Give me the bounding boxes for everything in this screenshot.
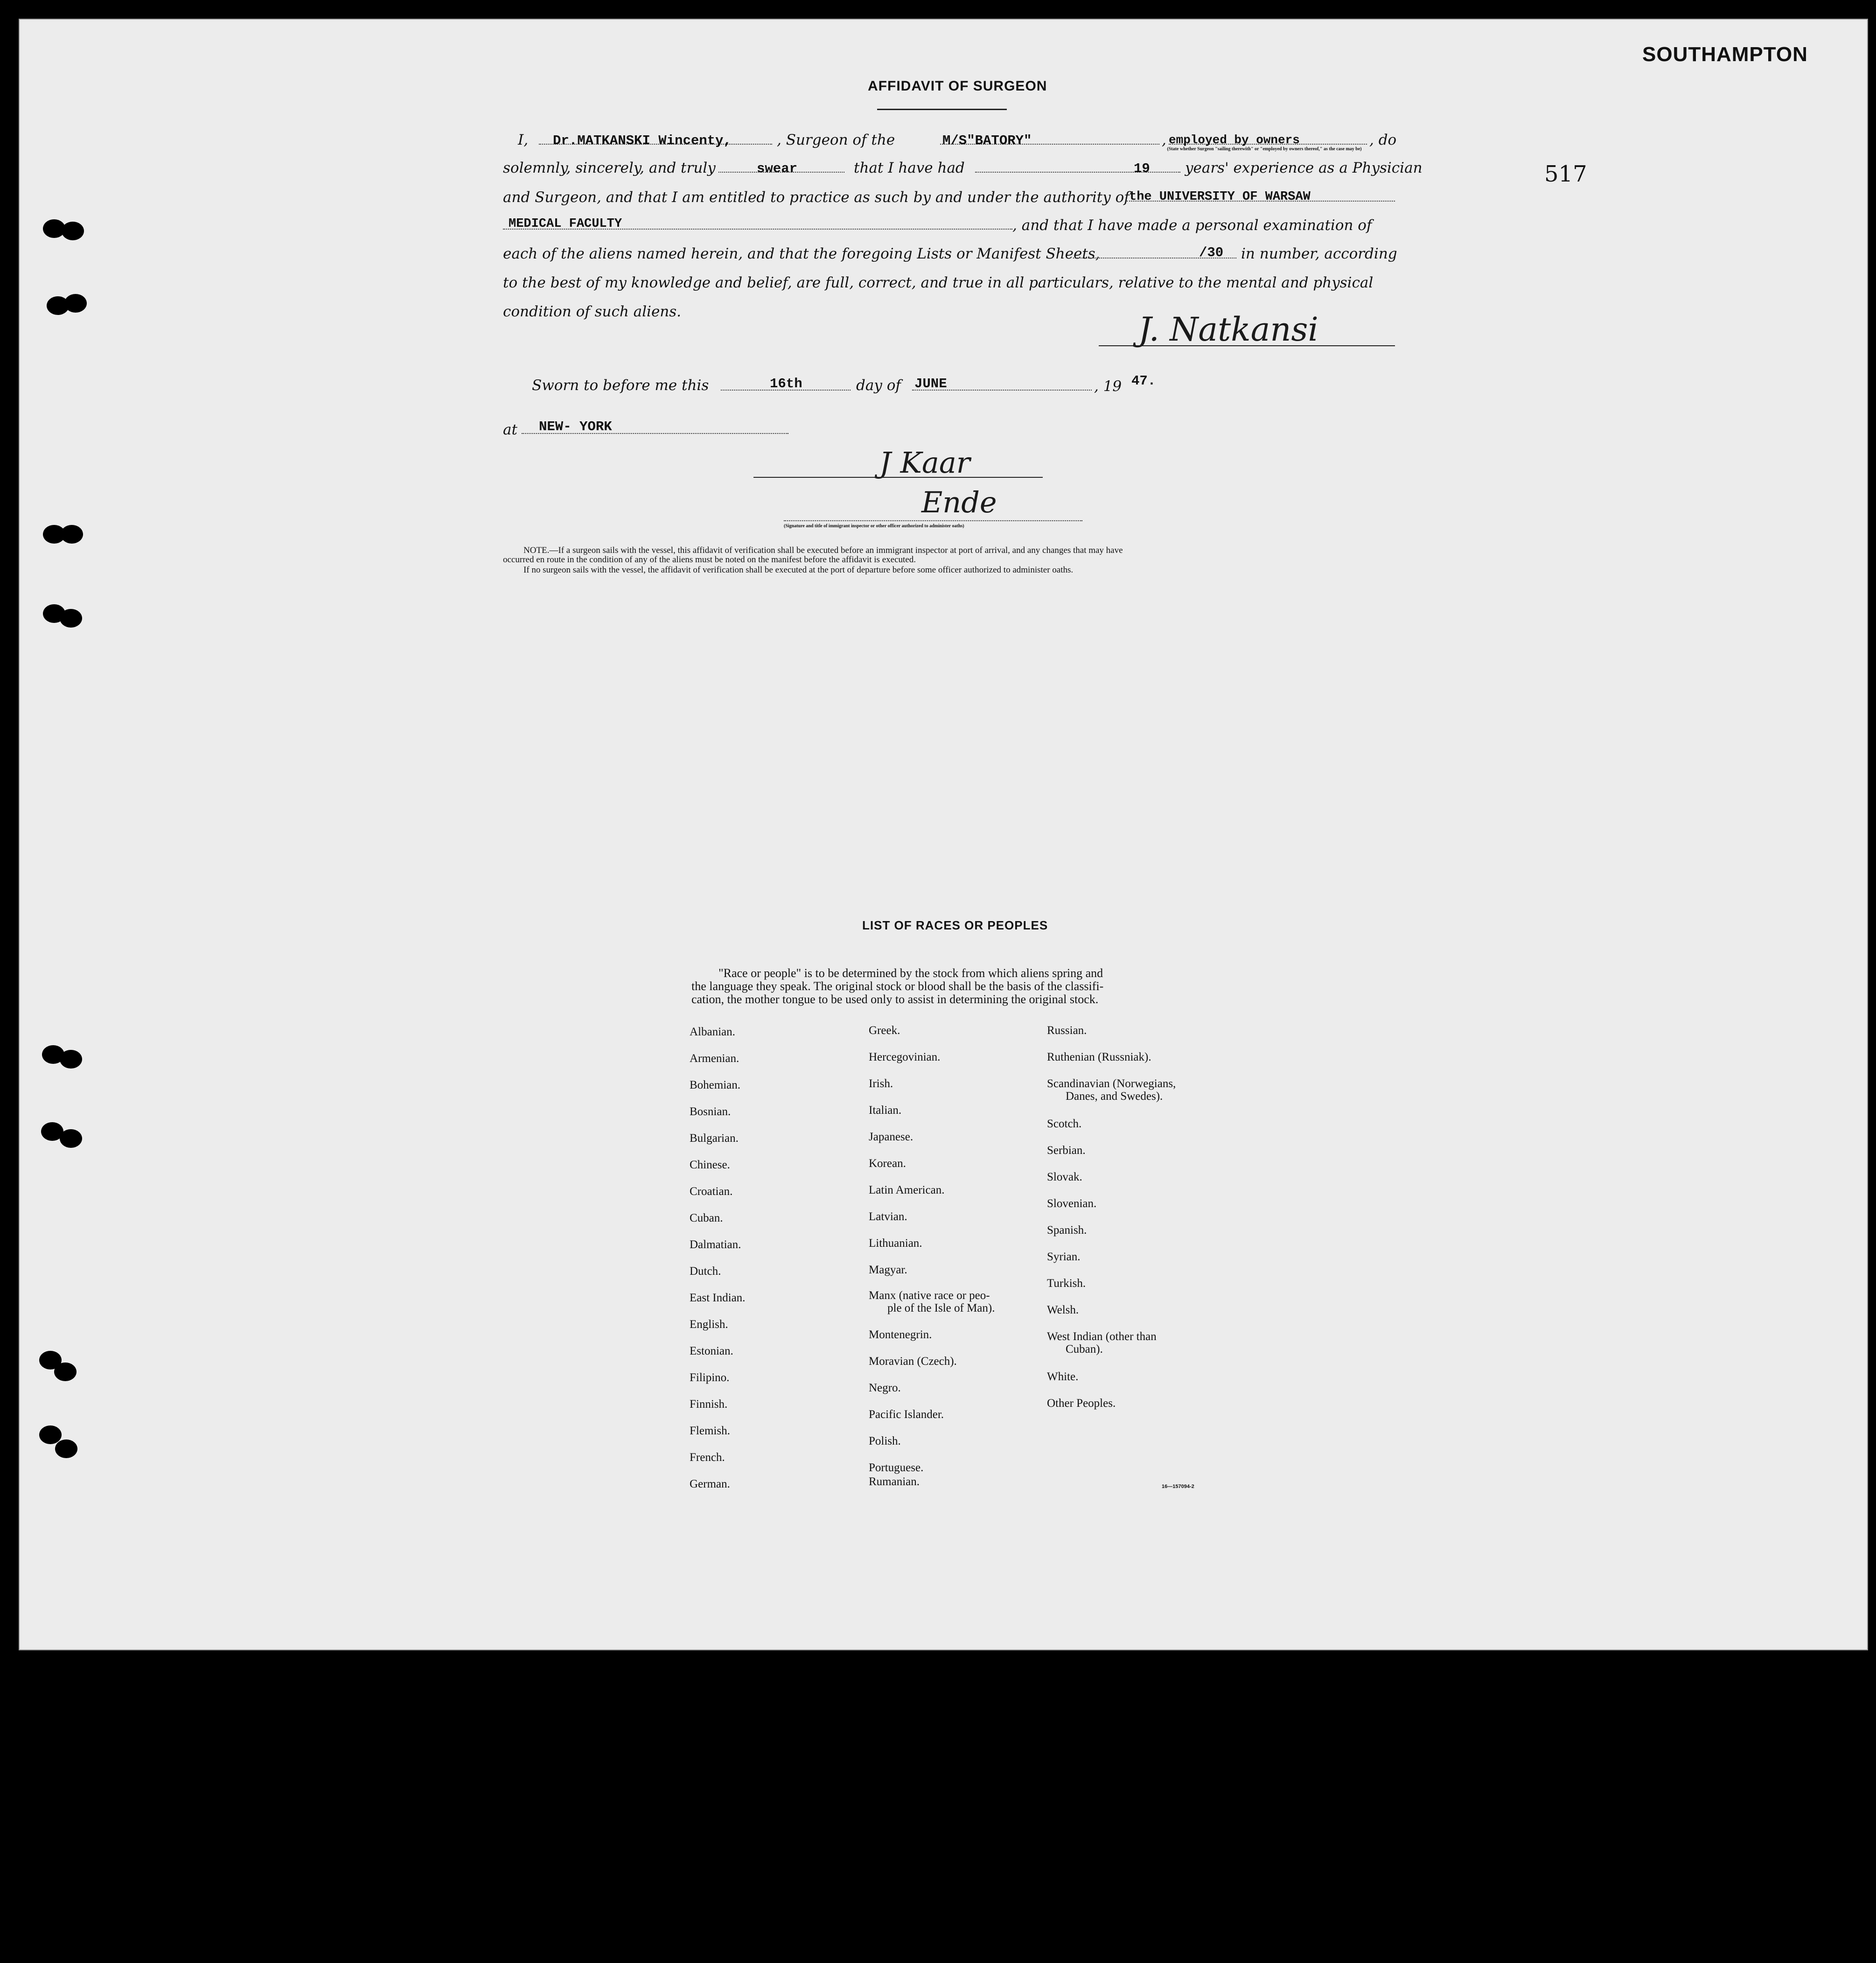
sworn-year: 47. xyxy=(1131,373,1156,389)
text-at: at xyxy=(503,421,517,438)
text-years-experience: years' experience as a Physician xyxy=(1185,160,1423,176)
text-solemnly: solemnly, sincerely, and truly xyxy=(503,160,716,176)
text-comma: , xyxy=(1162,132,1166,148)
race-entry: Albanian. xyxy=(690,1026,735,1038)
race-entry: Korean. xyxy=(869,1157,906,1170)
race-entry: Croatian. xyxy=(690,1185,733,1198)
port-label: SOUTHAMPTON xyxy=(1642,43,1808,66)
text-condition: condition of such aliens. xyxy=(503,303,682,320)
text-day-of: day of xyxy=(856,377,901,394)
manifest-sheet-count: /30 xyxy=(1199,245,1224,260)
document-page xyxy=(19,19,1868,1650)
race-entry: Slovak. xyxy=(1047,1171,1082,1183)
text-surgeon-of: , Surgeon of the xyxy=(777,132,895,148)
text-sworn: Sworn to before me this xyxy=(532,377,709,394)
race-entry: Moravian (Czech). xyxy=(869,1355,957,1368)
employment-status: employed by owners xyxy=(1169,133,1300,147)
race-entry: Turkish. xyxy=(1047,1277,1086,1290)
surgeon-signature: J. Natkansi xyxy=(1138,310,1318,349)
text-i: I, xyxy=(518,132,529,148)
race-entry: Hercegovinian. xyxy=(869,1051,941,1063)
race-entry: Magyar. xyxy=(869,1264,907,1276)
employment-note: (State whether Surgeon "sailing therewith" or "employed by owners thereof," as the case may be) xyxy=(1167,147,1362,152)
official-signature: J Kaar xyxy=(879,446,970,480)
race-entry: German. xyxy=(690,1478,730,1490)
race-entry: Italian. xyxy=(869,1104,902,1117)
signature-caption: (Signature and title of immigrant inspector or other officer authorized to administer oaths) xyxy=(784,524,964,529)
race-entry: Russian. xyxy=(1047,1024,1087,1037)
race-entry: Bosnian. xyxy=(690,1105,731,1118)
race-entry: Dutch. xyxy=(690,1265,721,1278)
race-entry: Scandinavian (Norwegians, xyxy=(1047,1077,1176,1090)
text-authority: and Surgeon, and that I am entitled to practice as such by and under the authority of xyxy=(503,189,1130,206)
race-entry: Ruthenian (Russniak). xyxy=(1047,1051,1151,1063)
sworn-month: JUNE xyxy=(914,376,947,391)
races-title: LIST OF RACES OR PEOPLES xyxy=(862,918,1048,932)
vessel-name: M/S"BATORY" xyxy=(942,133,1032,148)
text-i-have-had: that I have had xyxy=(854,160,965,176)
race-entry: Chinese. xyxy=(690,1159,730,1171)
race-entry: Lithuanian. xyxy=(869,1237,922,1250)
race-entry: Polish. xyxy=(869,1435,901,1447)
text-aliens-named: each of the aliens named herein, and that the foregoing Lists or Manifest Sheets, xyxy=(503,245,1100,262)
oath-type: swear xyxy=(757,161,798,176)
race-entry: Bohemian. xyxy=(690,1079,741,1091)
text-do: , do xyxy=(1369,132,1397,148)
race-entry: Portuguese. xyxy=(869,1461,924,1474)
race-entry: Latin American. xyxy=(869,1184,945,1196)
race-entry: Finnish. xyxy=(690,1398,728,1411)
text-knowledge-belief: to the best of my knowledge and belief, are full, correct, and true in all particulars, relative to the mental and physical xyxy=(503,274,1374,291)
race-entry: Latvian. xyxy=(869,1210,907,1223)
race-entry: West Indian (other than xyxy=(1047,1330,1157,1343)
sworn-day: 16th xyxy=(770,376,802,391)
form-number: 16—157094-2 xyxy=(1162,1484,1194,1489)
race-entry: Syrian. xyxy=(1047,1250,1081,1263)
sworn-place: NEW- YORK xyxy=(539,419,612,434)
race-entry: Welsh. xyxy=(1047,1304,1079,1316)
race-entry: Irish. xyxy=(869,1077,893,1090)
race-entry: Flemish. xyxy=(690,1425,730,1437)
race-entry: White. xyxy=(1047,1370,1079,1383)
race-entry: Scotch. xyxy=(1047,1118,1082,1130)
race-entry: Danes, and Swedes). xyxy=(1066,1090,1163,1103)
race-entry: Armenian. xyxy=(690,1052,739,1065)
page-number: 517 xyxy=(1544,161,1587,187)
licensing-authority-cont: MEDICAL FACULTY xyxy=(509,217,622,231)
race-entry: Dalmatian. xyxy=(690,1238,741,1251)
race-entry: French. xyxy=(690,1451,725,1464)
note-line-3: If no surgeon sails with the vessel, the affidavit of verification shall be executed at the port of departure before some officer authorized to administer oaths. xyxy=(523,565,1074,575)
race-entry: Cuban). xyxy=(1066,1343,1103,1355)
note-line-1: NOTE.—If a surgeon sails with the vessel, this affidavit of verification shall be executed before an immigrant inspector at port of arrival, and any changes that may have xyxy=(523,545,1123,555)
race-entry: Serbian. xyxy=(1047,1144,1086,1157)
race-entry: Cuban. xyxy=(690,1212,723,1224)
races-intro-3: cation, the mother tongue to be used only to assist in determining the original stock. xyxy=(691,992,1099,1006)
race-entry: Spanish. xyxy=(1047,1224,1087,1236)
race-entry: Greek. xyxy=(869,1024,900,1037)
race-entry: Rumanian. xyxy=(869,1475,920,1488)
years-experience: 19 xyxy=(1134,161,1150,176)
text-year-prefix: , 19 xyxy=(1094,378,1122,395)
race-entry: Pacific Islander. xyxy=(869,1408,944,1421)
race-entry: Japanese. xyxy=(869,1131,914,1143)
race-entry: Other Peoples. xyxy=(1047,1397,1116,1410)
race-entry: Negro. xyxy=(869,1382,901,1394)
race-entry: ple of the Isle of Man). xyxy=(887,1302,995,1314)
race-entry: Estonian. xyxy=(690,1345,733,1357)
licensing-authority: the UNIVERSITY OF WARSAW xyxy=(1129,190,1311,204)
races-intro-1: "Race or people" is to be determined by the stock from which aliens spring and xyxy=(718,966,1103,980)
official-title-signature: Ende xyxy=(921,485,997,519)
race-entry: Montenegrin. xyxy=(869,1328,932,1341)
race-entry: Slovenian. xyxy=(1047,1197,1097,1210)
race-entry: Manx (native race or peo- xyxy=(869,1289,990,1302)
affidavit-title: AFFIDAVIT OF SURGEON xyxy=(868,78,1047,94)
text-in-number: in number, according xyxy=(1241,245,1397,262)
race-entry: East Indian. xyxy=(690,1292,746,1304)
note-line-2: occurred en route in the condition of any of the aliens must be noted on the manifest before the affidavit is executed. xyxy=(503,555,916,565)
race-entry: Bulgarian. xyxy=(690,1132,739,1145)
surgeon-name: Dr.MATKANSKI Wincenty, xyxy=(553,133,732,148)
race-entry: Filipino. xyxy=(690,1371,730,1384)
race-entry: English. xyxy=(690,1318,728,1331)
text-personal-exam: , and that I have made a personal examination of xyxy=(1012,217,1372,234)
races-intro-2: the language they speak. The original stock or blood shall be the basis of the classifi- xyxy=(691,979,1104,993)
